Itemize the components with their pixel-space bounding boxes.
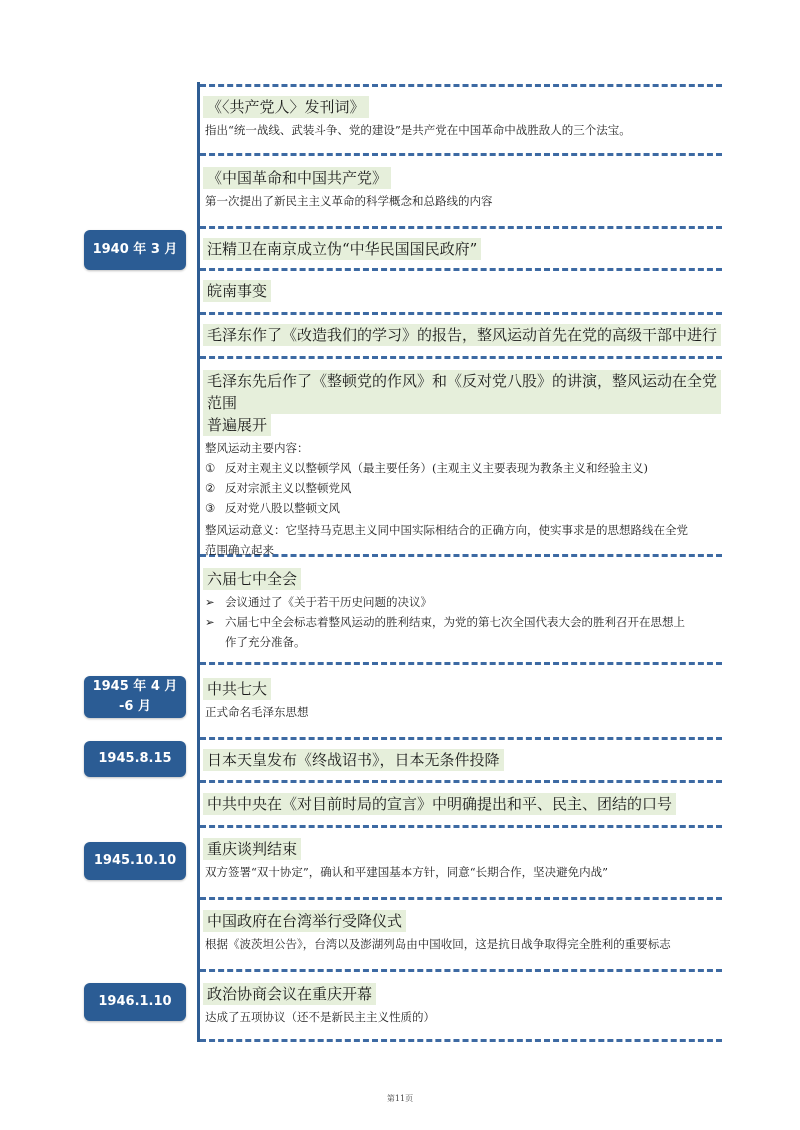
item-text: 反对主观主义以整顿学风（最主要任务）(主观主义主要表现为教条主义和经验主义): [225, 461, 648, 475]
timeline-entry: [203, 838, 721, 882]
date-badge: [84, 230, 186, 270]
entry-title: 中共七大: [203, 678, 271, 700]
entry-description: 达成了五项协议（还不是新民主主义性质的）: [205, 1010, 435, 1024]
page-number: 第11页: [386, 1094, 414, 1103]
item-number: ②: [205, 481, 216, 495]
separator: [200, 153, 722, 156]
timeline-entry: [203, 793, 721, 815]
separator: [200, 897, 722, 900]
bullet-item: [203, 612, 721, 632]
arrow-bullet-icon: ➢: [205, 595, 215, 609]
item-number: ①: [205, 461, 216, 475]
item-text: 反对党八股以整顿文风: [225, 501, 340, 515]
timeline-entry: [203, 749, 721, 771]
list-item: [203, 498, 721, 518]
entry-title: 中共中央在《对目前时局的宣言》中明确提出和平、民主、团结的口号: [203, 793, 676, 815]
date-text: 1946.1.10: [98, 994, 172, 1009]
arrow-bullet-icon: ➢: [205, 615, 215, 629]
date-badge: [84, 741, 186, 777]
separator: [200, 312, 722, 315]
separator: [200, 356, 722, 359]
separator: [200, 825, 722, 828]
entry-title: 日本天皇发布《终战诏书》，日本无条件投降: [203, 749, 504, 771]
date-text: 1945.8.15: [98, 751, 172, 766]
bullet-item: [203, 592, 721, 612]
entry-description: 根据《波茨坦公告》，台湾以及澎湖列岛由中国收回，这是抗日战争取得完全胜利的重要标志: [205, 937, 671, 951]
timeline-entry: [203, 238, 721, 260]
meaning-text: 范围确立起来: [205, 543, 274, 557]
date-text: -6 月: [119, 699, 151, 714]
date-text: 1945.10.10: [93, 853, 177, 868]
timeline-entry: [203, 324, 721, 346]
entry-title: 皖南事变: [203, 280, 271, 302]
list-item: [203, 458, 721, 478]
separator: [200, 84, 722, 87]
date-badge: [84, 983, 186, 1021]
timeline-entry: [203, 167, 721, 211]
entry-title: 六届七中全会: [203, 568, 301, 590]
entry-description: 第一次提出了新民主主义革命的科学概念和总路线的内容: [205, 194, 493, 208]
meaning-text: 整风运动意义：它坚持马克思主义同中国实际相结合的正确方向，使实事求是的思想路线在全党: [205, 523, 688, 537]
timeline-entry: [203, 370, 721, 560]
separator: [200, 1039, 722, 1042]
entry-title: 《〈共产党人〉发刊词》: [203, 96, 369, 118]
entry-title: 《中国革命和中国共产党》: [203, 167, 391, 189]
separator: [200, 268, 722, 271]
list-item: [203, 478, 721, 498]
item-text: 反对宗派主义以整顿党风: [225, 481, 352, 495]
timeline-entry: [203, 983, 721, 1027]
item-text: 会议通过了《关于若干历史问题的决议》: [225, 595, 432, 609]
separator: [200, 662, 722, 665]
entry-title: 汪精卫在南京成立伪“中华民国国民政府”: [203, 238, 481, 260]
item-text: 六届七中全会标志着整风运动的胜利结束，为党的第七次全国代表大会的胜利召开在思想上: [225, 615, 685, 629]
date-text: 1945 年 4 月: [92, 679, 178, 694]
timeline-entry: [203, 910, 721, 954]
timeline-entry: [203, 280, 721, 302]
entry-title: 中国政府在台湾举行受降仪式: [203, 910, 406, 932]
separator: [200, 226, 722, 229]
separator: [200, 969, 722, 972]
entry-title: 普遍展开: [203, 414, 271, 436]
entry-description: 指出“统一战线、武装斗争、党的建设”是共产党在中国革命中战胜敌人的三个法宝。: [205, 123, 631, 137]
timeline-entry: [203, 678, 721, 722]
date-badge: [84, 842, 186, 880]
date-badge: [84, 676, 186, 718]
timeline-entry: [203, 568, 721, 652]
entry-title: 重庆谈判结束: [203, 838, 301, 860]
separator: [200, 780, 722, 783]
item-text-cont: 作了充分准备。: [225, 635, 306, 649]
entry-description: 双方签署“双十协定”，确认和平建国基本方针，同意“长期合作，坚决避免内战”: [205, 865, 609, 879]
timeline-entry: [203, 96, 721, 140]
entry-title: 政治协商会议在重庆开幕: [203, 983, 376, 1005]
entry-description: 正式命名毛泽东思想: [205, 705, 309, 719]
date-text: 1940 年 3 月: [92, 242, 178, 257]
entry-title: 毛泽东作了《改造我们的学习》的报告，整风运动首先在党的高级干部中进行: [203, 324, 721, 346]
item-number: ③: [205, 501, 216, 515]
entry-title: 毛泽东先后作了《整顿党的作风》和《反对党八股》的讲演，整风运动在全党范围: [203, 370, 721, 414]
content-heading: 整风运动主要内容：: [205, 441, 309, 455]
separator: [200, 737, 722, 740]
